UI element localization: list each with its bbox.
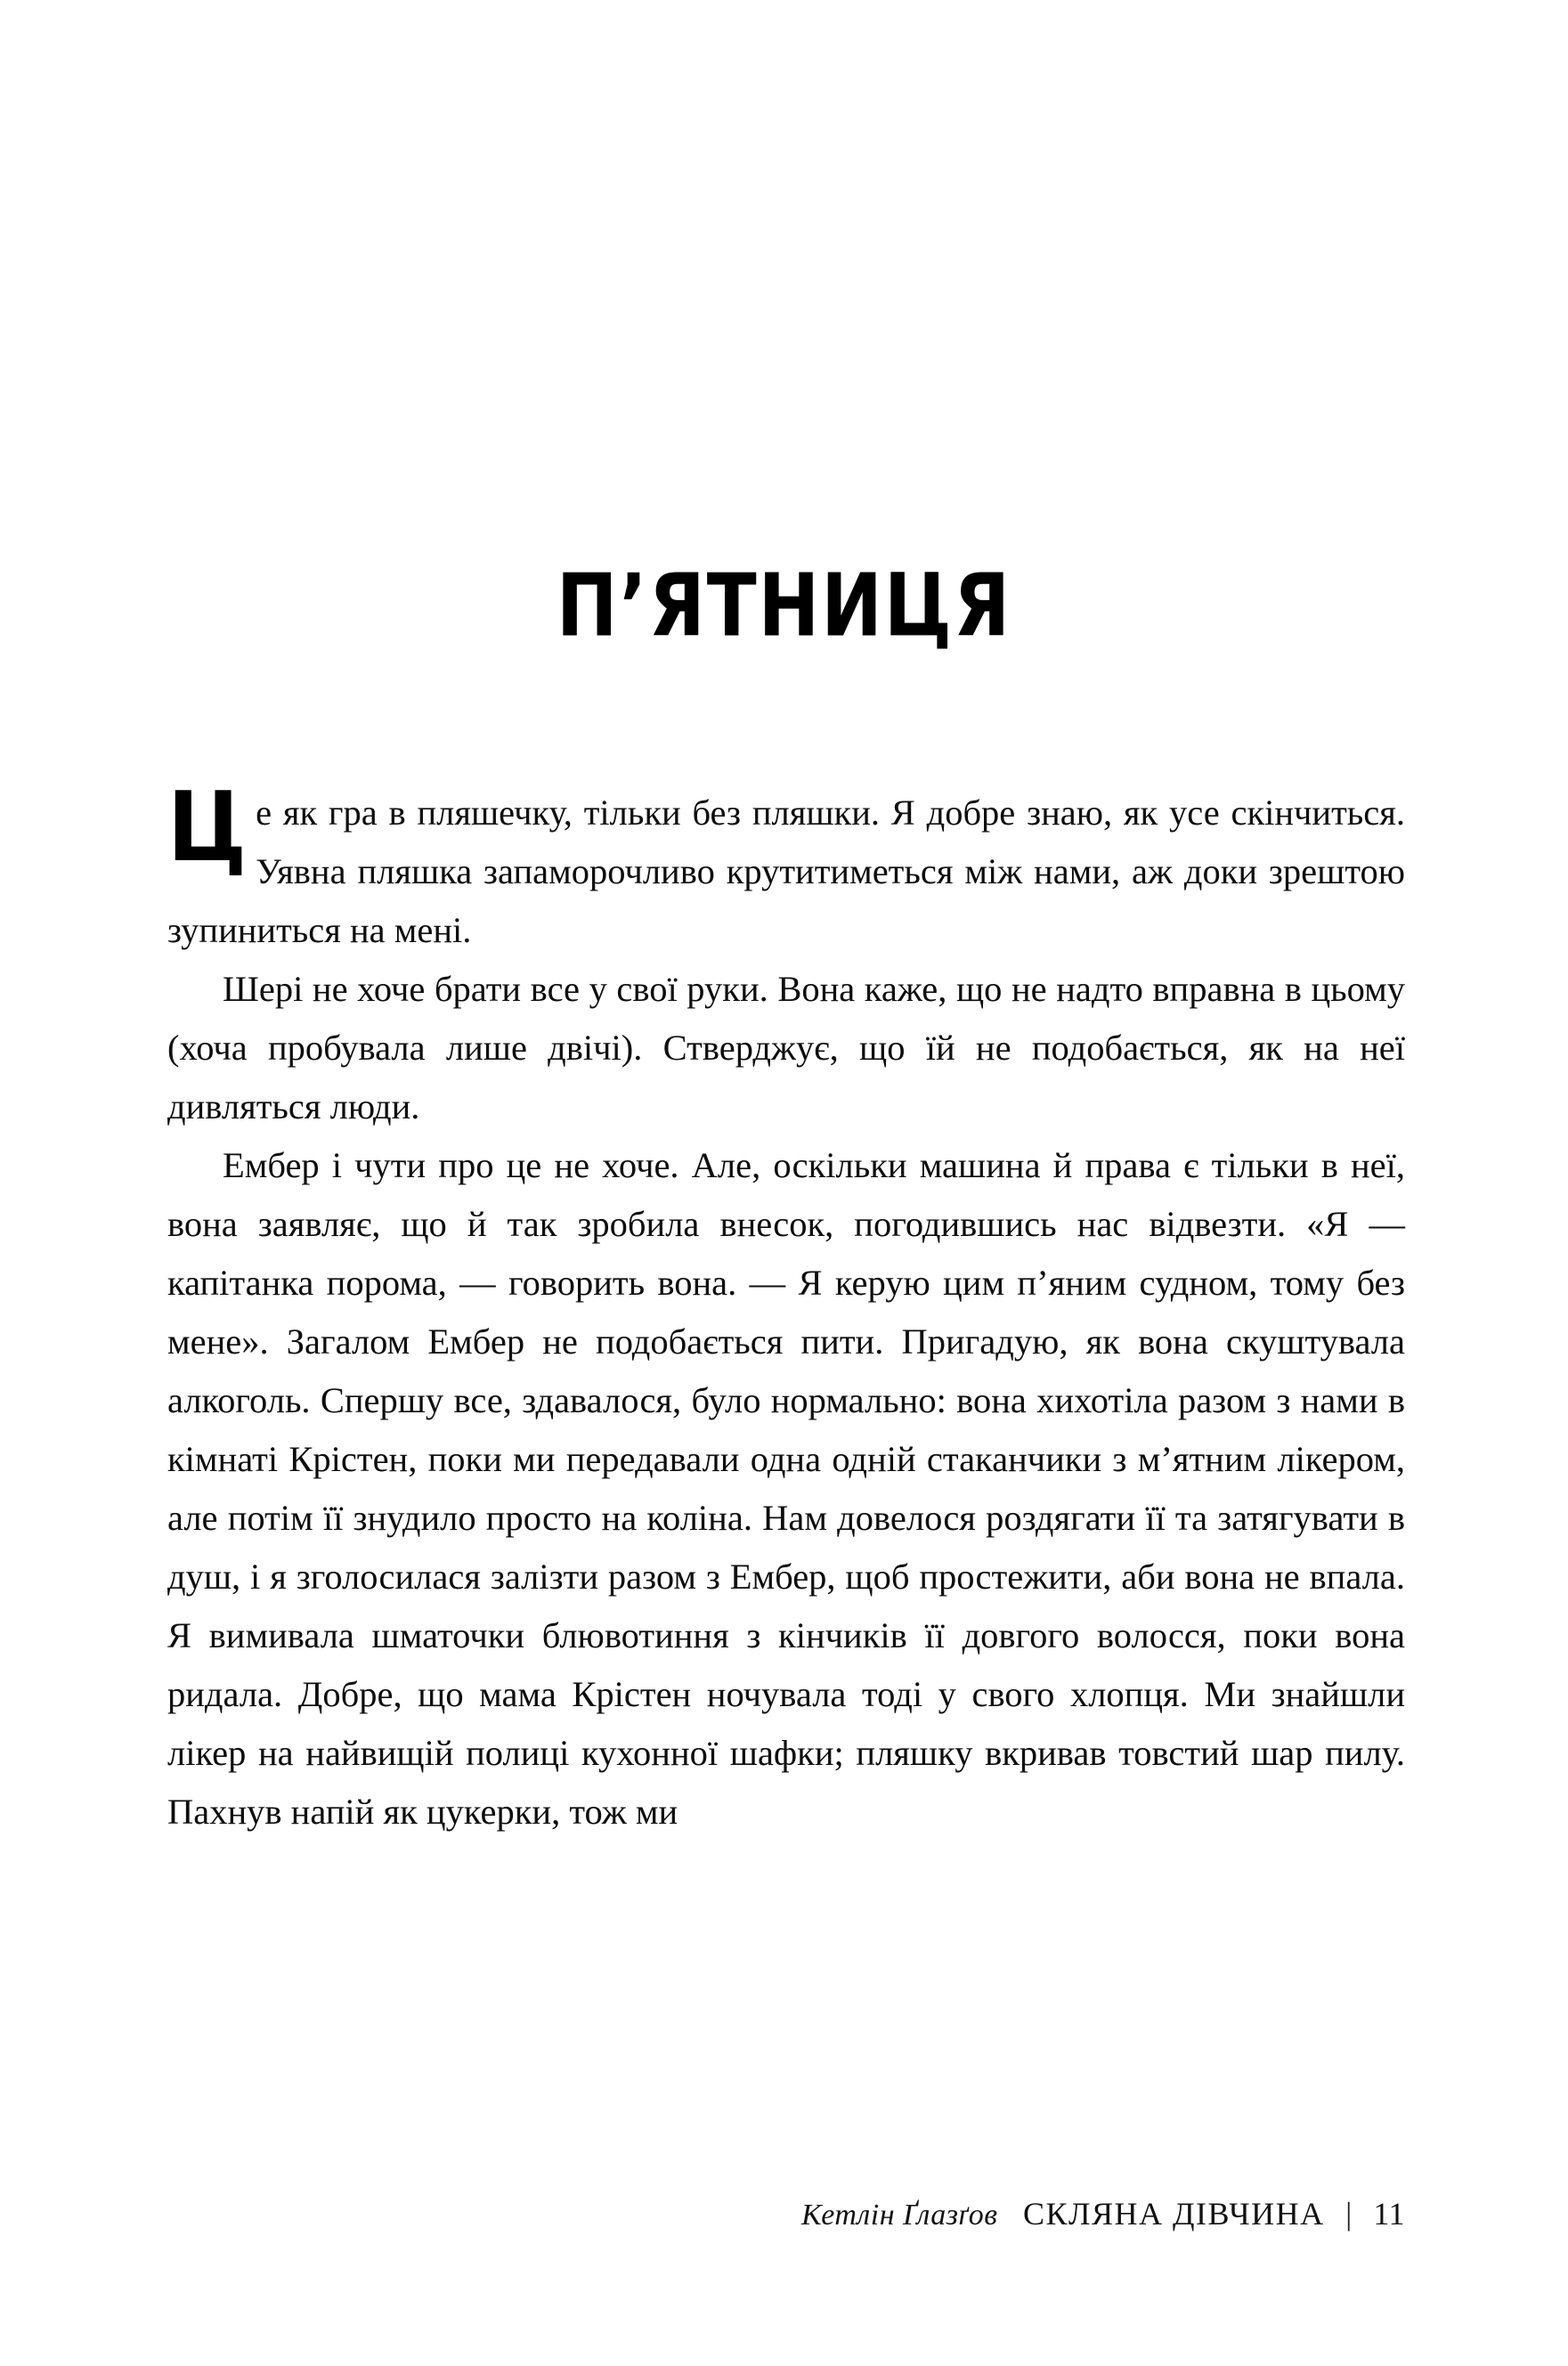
paragraph-3-text: Ембер і чути про це не хоче. Але, оскільки машина й права є тільки в неї, вона заявляє, що й так зробила внесок, погодившись нас відвезти. «Я — капітанка порома, — говорить вона. — Я керую цим п’яним судном, тому без мене». Загалом Ембер не подобається пити. Пригадую, як вона скуштувала алкоголь. Спершу все, здавалося, було нормально: вона хихотіла разом з нами в кімнаті Крістен, поки ми передавали одна одній стаканчики з м’ятним лікером, але потім її знудило просто на коліна. Нам довелося роздягати її та затягувати в душ, і я зголосилася залізти разом з Ембер, щоб простежити, аби вона не впала. Я вимивала шматочки блювотиння з кінчиків її довгого волосся, поки вона ридала. Добре, що мама Крістен ночувала тоді у свого хлопця. Ми знайшли лікер на найвищій полиці кухонної шафки; пляшку вкривав товстий шар пилу. Пахнув напій як цукерки, тож ми bbox=[167, 1145, 1405, 1832]
paragraph-2-text: Шері не хоче брати все у свої руки. Вона каже, що не надто вправна в цьому (хоча пробувала лише двічі). Стверджує, що їй не подобається, як на неї дивляться люди. bbox=[167, 969, 1405, 1126]
paragraph-3 bbox=[167, 1136, 1405, 1842]
footer-author: Кетлін Ґлазґов bbox=[801, 2199, 998, 2232]
footer-book-title: СКЛЯНА ДІВЧИНА bbox=[1023, 2196, 1325, 2232]
drop-cap: Ц bbox=[167, 771, 248, 883]
chapter-title: П’ЯТНИЦЯ bbox=[556, 556, 1012, 657]
body-text bbox=[167, 771, 1405, 1842]
paragraph-1-text: е як гра в пляшечку, тільки без пляшки. Я добре знаю, як усе скінчиться. Уявна пляшка запаморочливо крутитиметься між нами, аж доки зрештою зупиниться на мені. bbox=[167, 793, 1405, 950]
page-footer bbox=[167, 2195, 1405, 2232]
page-number: 11 bbox=[1373, 2196, 1405, 2232]
paragraph-2 bbox=[167, 960, 1405, 1136]
paragraph-1 bbox=[167, 771, 1405, 960]
footer-separator: | bbox=[1345, 2196, 1353, 2232]
